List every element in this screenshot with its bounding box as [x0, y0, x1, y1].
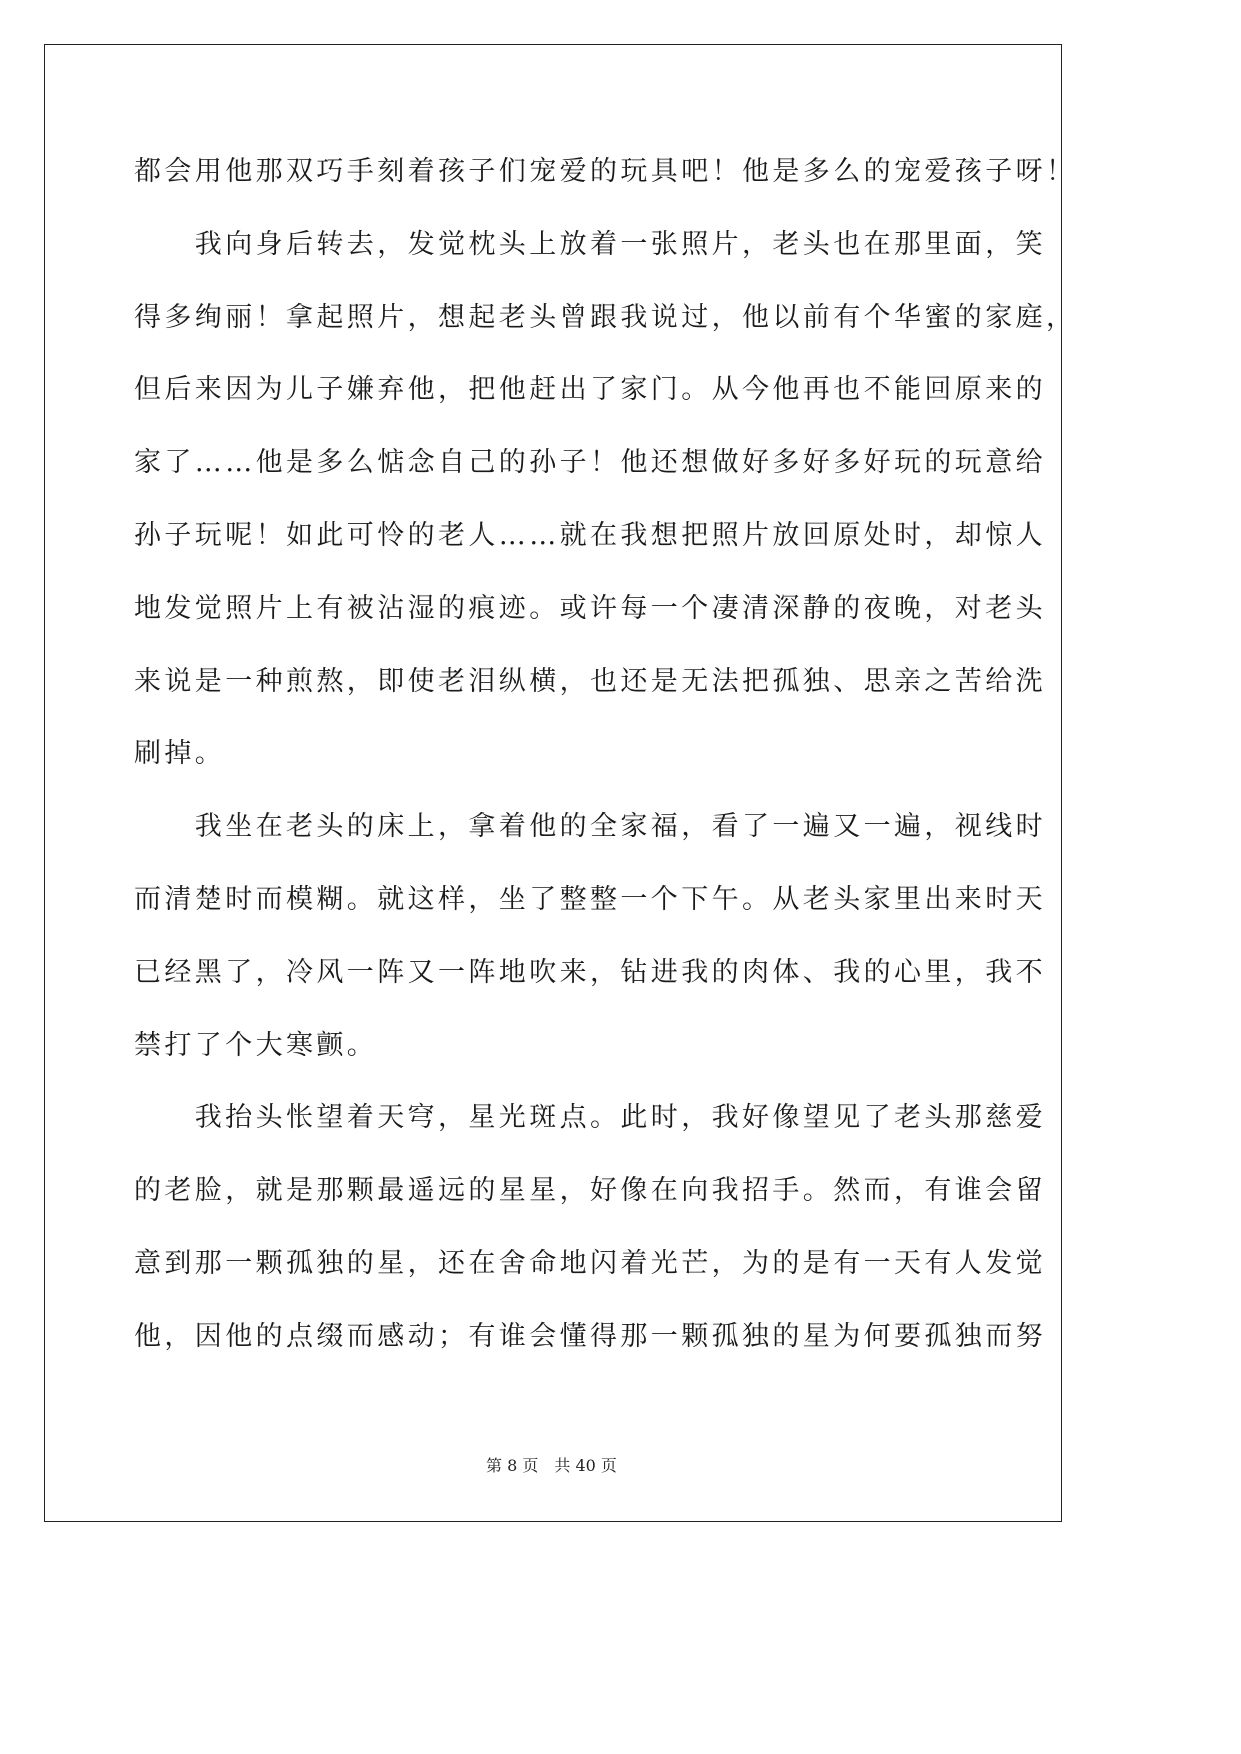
text-line: 的老脸，就是那颗最遥远的星星，好像在向我招手。然而，有谁会留 [134, 1175, 1046, 1207]
text-line: 意到那一颗孤独的星，还在舍命地闪着光芒，为的是有一天有人发觉 [134, 1247, 1046, 1279]
text-line: 而清楚时而模糊。就这样，坐了整整一个下午。从老头家里出来时天 [134, 883, 1046, 915]
text-line: 我抬头怅望着天穹，星光斑点。此时，我好像望见了老头那慈爱 [134, 1102, 1046, 1134]
text-line: 地发觉照片上有被沾湿的痕迹。或许每一个凄清深静的夜晚，对老头 [134, 592, 1046, 624]
text-line: 刷掉。 [134, 738, 226, 770]
page-number: 第 8 页 共 40 页 [486, 1456, 617, 1475]
text-line: 已经黑了，冷风一阵又一阵地吹来，钻进我的肉体、我的心里，我不 [134, 956, 1046, 988]
page-footer [0, 1454, 1103, 1478]
text-line: 家了……他是多么惦念自己的孙子！他还想做好多好多好玩的玩意给 [134, 447, 1046, 479]
text-line: 但后来因为儿子嫌弃他，把他赶出了家门。从今他再也不能回原来的 [134, 374, 1046, 406]
text-line: 都会用他那双巧手刻着孩子们宠爱的玩具吧！他是多么的宠爱孩子呀！ [134, 156, 1077, 187]
text-line: 得多绚丽！拿起照片，想起老头曾跟我说过，他以前有个华蜜的家庭， [134, 301, 1077, 333]
text-line: 我坐在老头的床上，拿着他的全家福，看了一遍又一遍，视线时 [134, 811, 1046, 843]
text-line: 我向身后转去，发觉枕头上放着一张照片，老头也在那里面，笑 [134, 228, 1046, 260]
text-line: 他，因他的点缀而感动；有谁会懂得那一颗孤独的星为何要孤独而努 [134, 1320, 1046, 1352]
text-line: 孙子玩呢！如此可怜的老人……就在我想把照片放回原处时，却惊人 [134, 519, 1046, 551]
text-line: 来说是一种煎熬，即使老泪纵横，也还是无法把孤独、思亲之苦给洗 [134, 665, 1046, 697]
text-line: 禁打了个大寒颤。 [134, 1029, 378, 1061]
body-text [134, 146, 1077, 1384]
